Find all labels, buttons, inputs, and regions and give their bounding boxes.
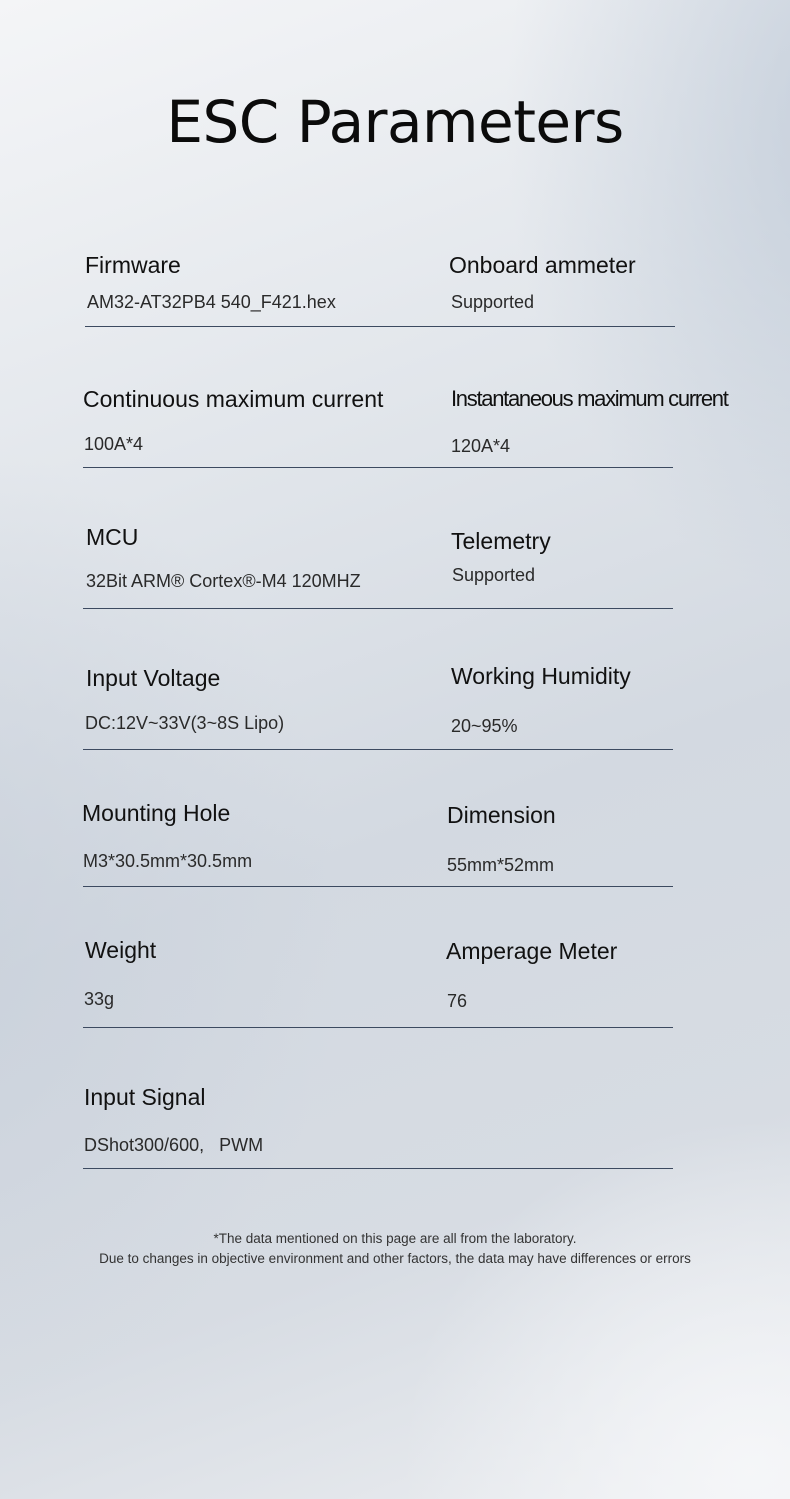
spec-value: Supported [452,565,536,585]
spec-label: Input Voltage [86,665,221,691]
spec-label: Onboard ammeter [449,252,636,278]
spec-label: Telemetry [451,528,551,554]
divider [83,886,673,887]
spec-value: DC:12V~33V(3~8S Lipo) [85,713,285,733]
spec-label: Firmware [85,252,181,278]
spec-value: 55mm*52mm [447,855,555,875]
footnote-line-2: Due to changes in objective environment and other factors, the data may have differences or errors [99,1251,691,1266]
spec-value: 33g [84,989,115,1009]
divider [83,749,673,750]
spec-label: Weight [85,937,157,963]
spec-value: 76 [447,991,468,1011]
spec-value: 120A*4 [451,436,511,456]
spec-value: 32Bit ARM® Cortex®-M4 120MHZ [86,571,361,591]
spec-value: AM32-AT32PB4 540_F421.hex [87,292,336,312]
spec-label: Dimension [447,802,556,828]
spec-value: Supported [451,292,535,312]
spec-label: Instantaneous maximum current [451,386,728,411]
divider [83,608,673,609]
divider [83,467,673,468]
spec-label: Input Signal [84,1084,206,1110]
spec-label: Mounting Hole [82,800,231,826]
spec-label: Working Humidity [451,663,631,689]
spec-value: 100A*4 [84,434,144,454]
spec-value: DShot300/600, PWM [84,1135,264,1155]
spec-value: 20~95% [451,716,518,736]
footnote-line-1: *The data mentioned on this page are all from the laboratory. [213,1231,577,1246]
divider [83,1168,673,1169]
spec-label: MCU [86,524,139,550]
spec-value: M3*30.5mm*30.5mm [83,851,253,871]
spec-label: Amperage Meter [446,938,618,964]
page-title: ESC Parameters [166,88,624,156]
divider [83,1027,673,1028]
divider [85,326,675,327]
spec-label: Continuous maximum current [83,386,384,412]
